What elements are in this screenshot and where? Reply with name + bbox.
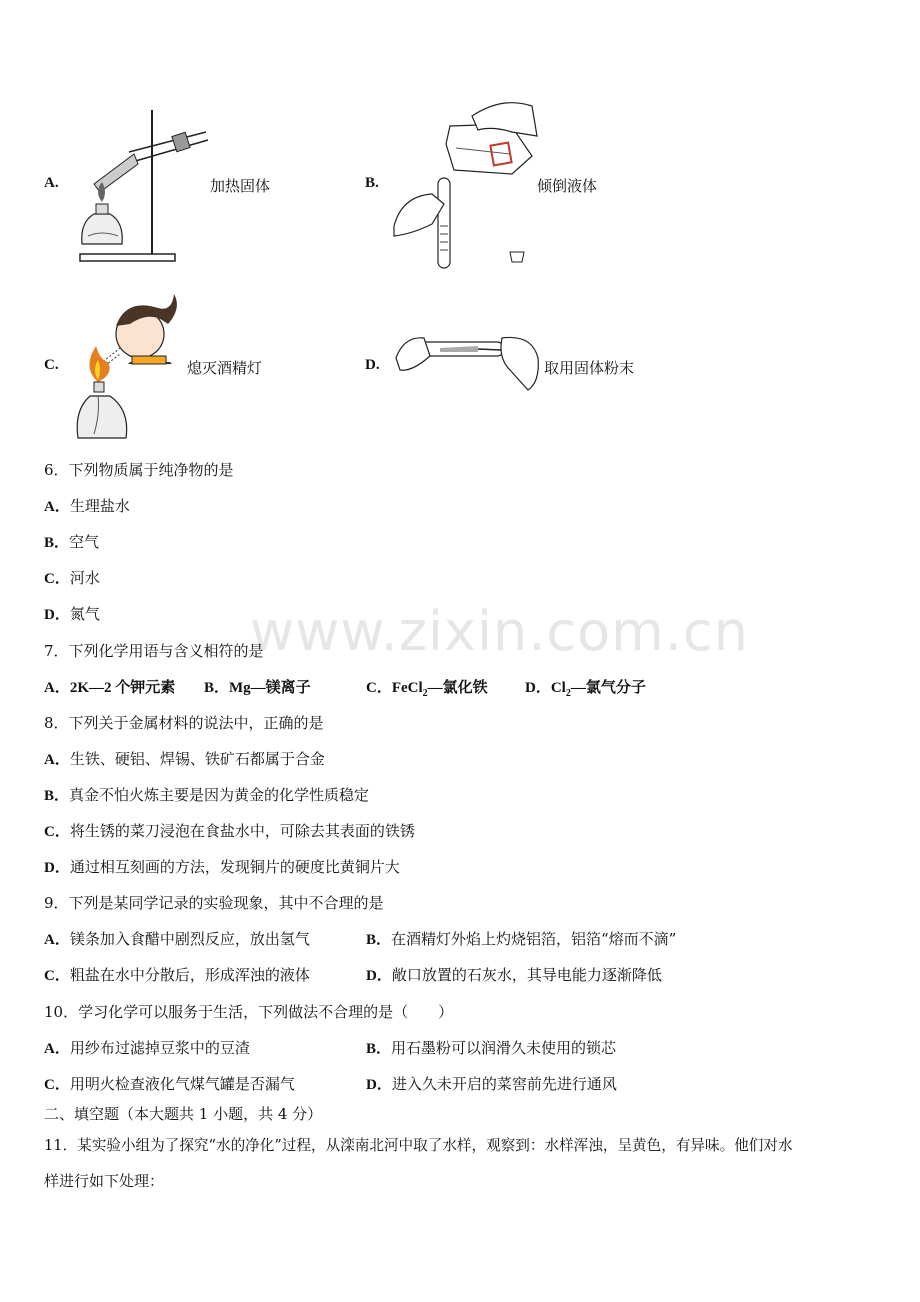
q7-option-d: D．$Cl_2—$氯气分子	[525, 680, 646, 699]
pouring-liquid-icon	[392, 96, 542, 271]
q6-stem: 6．下列物质属于纯净物的是	[44, 461, 234, 479]
q6-option-a: A．生理盐水	[44, 497, 130, 515]
option-d-caption: 取用固体粉末	[544, 359, 635, 377]
section-heading: 二、填空题（本大题共 1 小题，共 4 分）	[44, 1105, 323, 1123]
blowing-out-lamp-icon	[70, 284, 185, 444]
q7-stem: 7．下列化学用语与含义相符的是	[44, 642, 264, 660]
q8-option-b: B．真金不怕火炼主要是因为黄金的化学性质稳定	[44, 786, 370, 804]
q9-option-a: A．镁条加入食醋中剧烈反应，放出氢气	[44, 930, 310, 948]
q8-option-c: C．将生锈的菜刀浸泡在食盐水中，可除去其表面的铁锈	[44, 822, 415, 840]
q9-option-b: B．在酒精灯外焰上灼烧铝箔，铝箔“熔而不滴”	[366, 930, 677, 948]
q10-stem: 10．学习化学可以服务于生活，下列做法不合理的是（ ）	[44, 1003, 454, 1021]
q6-option-c: C．河水	[44, 569, 100, 587]
q10-option-c: C．用明火检查液化气煤气罐是否漏气	[44, 1075, 295, 1093]
adding-powder-icon	[392, 328, 542, 400]
q6-option-b: B．空气	[44, 533, 100, 551]
q10-option-a: A．用纱布过滤掉豆浆中的豆渣	[44, 1039, 250, 1057]
option-a-letter: A.	[44, 175, 59, 191]
q9-option-c: C．粗盐在水中分散后，形成浑浊的液体	[44, 966, 310, 984]
q7-option-b: B．Mg—镁离子	[204, 680, 311, 696]
option-b-caption: 倾倒液体	[537, 177, 598, 195]
q7-option-a: A．2K—2 个钾元素	[44, 680, 176, 696]
q9-option-d: D．敞口放置的石灰水，其导电能力逐渐降低	[366, 966, 662, 984]
q11-line-2: 样进行如下处理：	[44, 1172, 165, 1190]
option-c-letter: C.	[44, 357, 59, 373]
q8-option-a: A．生铁、硬铝、焊锡、铁矿石都属于合金	[44, 750, 325, 768]
test-tube-heating-icon	[74, 104, 214, 264]
option-d-letter: D.	[365, 357, 380, 373]
q7-option-c: C．FeCl$_2$—氯化铁	[366, 680, 488, 699]
q8-option-d: D．通过相互刻画的方法，发现铜片的硬度比黄铜片大	[44, 858, 400, 876]
q10-option-d: D．进入久未开启的菜窖前先进行通风	[366, 1075, 617, 1093]
option-a-caption: 加热固体	[210, 177, 271, 195]
q10-option-b: B．用石墨粉可以润滑久未使用的锁芯	[366, 1039, 617, 1057]
option-c-caption: 熄灭酒精灯	[187, 359, 263, 377]
q8-stem: 8．下列关于金属材料的说法中，正确的是	[44, 714, 324, 732]
q11-line-1: 11．某实验小组为了探究“水的净化”过程，从滦南北河中取了水样，观察到：水样浑浊，呈黄色，有异味。他们对水	[44, 1137, 793, 1154]
q9-stem: 9．下列是某同学记录的实验现象，其中不合理的是	[44, 894, 384, 912]
q6-option-d: D．氮气	[44, 605, 100, 623]
option-b-letter: B.	[365, 175, 379, 191]
watermark: www.zixin.com.cn	[250, 600, 749, 663]
